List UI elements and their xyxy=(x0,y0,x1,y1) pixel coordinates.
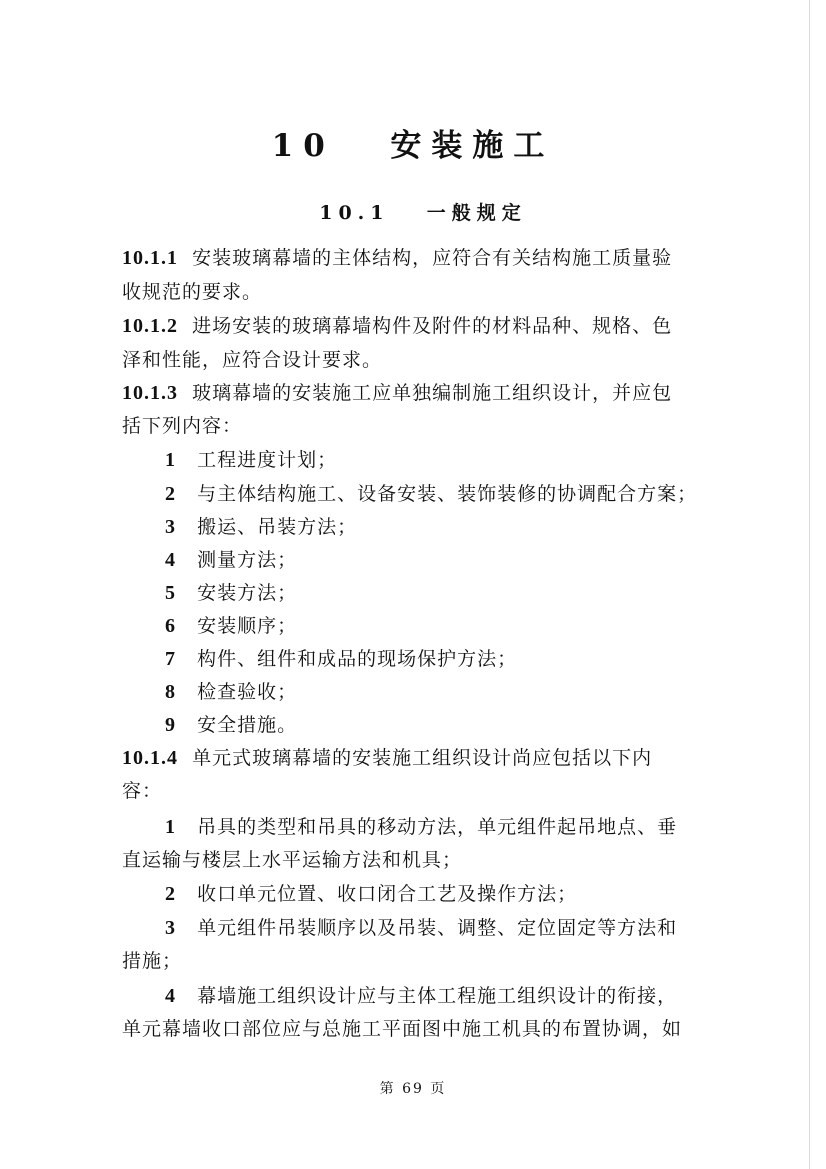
footer-suffix: 页 xyxy=(430,1081,447,1097)
clause-10-1-4-line-1 xyxy=(122,746,652,770)
list-item-number: 1 xyxy=(165,816,176,838)
list-item-number: 3 xyxy=(165,917,176,939)
clause-10-1-3-line-1 xyxy=(122,381,672,405)
clause-text: 收规范的要求。 xyxy=(122,281,263,303)
section-number: 10.1 xyxy=(319,202,390,224)
chapter-title xyxy=(0,120,826,165)
list-item xyxy=(165,548,297,572)
list-item-continuation xyxy=(122,1017,682,1041)
list-item xyxy=(165,680,297,704)
list-item-text: 安全措施。 xyxy=(197,714,298,736)
chapter-number: 10 xyxy=(271,128,335,164)
clause-10-1-2-line-1 xyxy=(122,314,672,338)
list-item-text: 安装顺序； xyxy=(197,615,298,637)
section-title-text: 一般规定 xyxy=(426,202,527,224)
list-item xyxy=(165,614,297,638)
list-item-text: 单元组件吊装顺序以及吊装、调整、定位固定等方法和 xyxy=(197,917,678,939)
list-item xyxy=(165,515,357,539)
list-item-text: 直运输与楼层上水平运输方法和机具； xyxy=(122,849,463,871)
clause-10-1-1-line-1 xyxy=(122,246,672,270)
list-item-continuation xyxy=(122,949,182,973)
list-item-text: 构件、组件和成品的现场保护方法； xyxy=(197,648,518,670)
page-number: 69 xyxy=(402,1081,424,1097)
clause-10-1-4-line-2 xyxy=(122,779,162,803)
list-item xyxy=(165,482,697,506)
list-item-text: 测量方法； xyxy=(197,549,298,571)
clause-10-1-1-line-2 xyxy=(122,280,262,304)
list-item-continuation xyxy=(122,848,462,872)
list-item-text: 工程进度计划； xyxy=(197,449,338,471)
list-item-text: 幕墙施工组织设计应与主体工程施工组织设计的衔接， xyxy=(197,985,678,1007)
list-item xyxy=(165,984,677,1008)
list-item-text: 检查验收； xyxy=(197,681,298,703)
list-item-number: 5 xyxy=(165,582,176,604)
clause-text: 泽和性能，应符合设计要求。 xyxy=(122,349,383,371)
list-item-text: 搬运、吊装方法； xyxy=(197,516,358,538)
list-item-text: 吊具的类型和吊具的移动方法，单元组件起吊地点、垂 xyxy=(197,816,678,838)
clause-text: 括下列内容： xyxy=(122,415,243,437)
clause-text: 进场安装的玻璃幕墙构件及附件的材料品种、规格、色 xyxy=(192,315,673,337)
list-item-number: 6 xyxy=(165,615,176,637)
footer-prefix: 第 xyxy=(379,1081,396,1097)
list-item-text: 单元幕墙收口部位应与总施工平面图中施工机具的布置协调，如 xyxy=(122,1018,683,1040)
clause-number: 10.1.2 xyxy=(122,315,178,337)
list-item-number: 4 xyxy=(165,549,176,571)
chapter-title-text: 安装施工 xyxy=(390,128,555,164)
list-item-number: 1 xyxy=(165,449,176,471)
list-item xyxy=(165,647,517,671)
list-item xyxy=(165,815,677,839)
section-title xyxy=(0,198,826,225)
list-item-number: 3 xyxy=(165,516,176,538)
list-item-text: 措施； xyxy=(122,950,183,972)
list-item xyxy=(165,581,297,605)
list-item xyxy=(165,713,297,737)
clause-number: 10.1.3 xyxy=(122,382,178,404)
list-item xyxy=(165,916,677,940)
list-item-number: 9 xyxy=(165,714,176,736)
list-item-number: 8 xyxy=(165,681,176,703)
list-item-number: 7 xyxy=(165,648,176,670)
clause-10-1-3-line-2 xyxy=(122,414,242,438)
clause-text: 单元式玻璃幕墙的安装施工组织设计尚应包括以下内 xyxy=(192,747,653,769)
list-item xyxy=(165,882,577,906)
page-footer xyxy=(0,1078,826,1098)
clause-10-1-2-line-2 xyxy=(122,348,382,372)
clause-number: 10.1.1 xyxy=(122,247,178,269)
clause-text: 容： xyxy=(122,780,163,802)
list-item-text: 收口单元位置、收口闭合工艺及操作方法； xyxy=(197,883,578,905)
list-item-text: 安装方法； xyxy=(197,582,298,604)
list-item-number: 2 xyxy=(165,883,176,905)
list-item-text: 与主体结构施工、设备安装、装饰装修的协调配合方案； xyxy=(197,483,698,505)
clause-number: 10.1.4 xyxy=(122,747,178,769)
list-item xyxy=(165,448,337,472)
list-item-number: 4 xyxy=(165,985,176,1007)
clause-text: 安装玻璃幕墙的主体结构，应符合有关结构施工质量验 xyxy=(192,247,673,269)
list-item-number: 2 xyxy=(165,483,176,505)
clause-text: 玻璃幕墙的安装施工应单独编制施工组织设计，并应包 xyxy=(192,382,673,404)
